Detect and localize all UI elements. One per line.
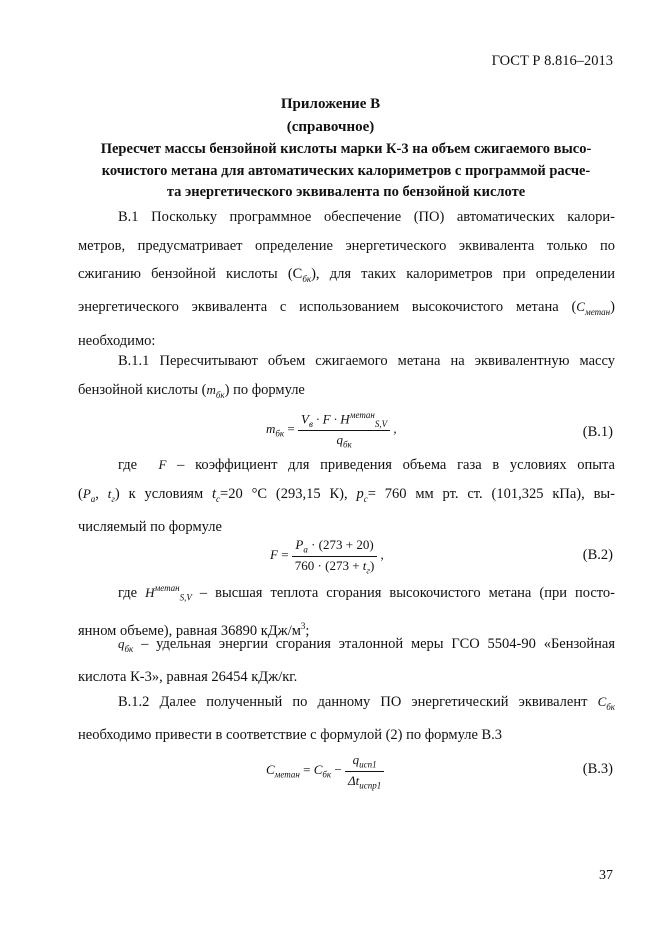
title-line: кочистого метана для автоматических калориметров с программой расче- (101, 162, 591, 179)
text-line: необходимо: (78, 332, 156, 349)
text-line: ($P_а$, $t_г$) к условиям $t_с=20$ °С (293,15 К), $р_с= 760$ мм рт. ст. (101,325 кПа), вы- (78, 485, 616, 504)
formula-b3: $C_{метан} = C_{бк}$ − $\frac{q_{исп1}}{\Delta t_{испр1}}$ (266, 752, 384, 790)
text-line: бензойной кислоты $(m_{бк})$ по формуле (78, 381, 305, 400)
text-line: В.1.1 Пересчитывают объем сжигаемого метана на эквивалентную массу (118, 353, 615, 369)
paragraph-b1 (78, 203, 615, 355)
equation-number: (В.3) (582, 761, 613, 777)
page-number: 37 (599, 868, 613, 883)
text-line: метров, предусматривает определение энергетического эквивалента только по (78, 237, 615, 254)
equation-number: (В.2) (582, 547, 613, 563)
title-line: Пересчет массы бензойной кислоты марки К-3 на объем сжигаемого высо- (100, 141, 592, 157)
text-line: В.1 Поскольку программное обеспечение (ПО) автоматических калори- (118, 209, 615, 225)
definition-F (78, 451, 615, 541)
text-line: числяемый по формуле (78, 518, 222, 535)
appendix-title (78, 139, 614, 204)
fraction: $\frac{P_а \cdot (273 + 20)}{760 \cdot (273 + t_г)}$ (292, 537, 377, 575)
text-line: где F – коэффициент для приведения объема газа в условиях опыта (118, 457, 615, 473)
text-line: сжиганию бензойной кислоты $(С_{бк})$, для таких калориметров при определении (78, 266, 615, 284)
formula-b2: F = $\frac{P_а \cdot (273 + 20)}{760 \cdot (273 + t_г)}$ , (270, 537, 384, 576)
text-line: янном объеме), равная 36890 кДж/$м^3$; (78, 621, 310, 640)
text-line: необходимо привести в соответствие с формулой (2) по формуле В.3 (78, 727, 503, 744)
fraction: $\frac{q_{исп1}}{\Delta t_{испр1}}$ (345, 752, 384, 790)
appendix-type: (справочное) (286, 119, 375, 135)
text-line: где $H^{метан}_{S,V}$ – высшая теплота сгорания высокочистого метана (при посто- (118, 583, 616, 603)
formula-b1: $m_{бк}$ = $\frac{V_в \cdot F \cdot H^{метан}_{S,V}}{q_{бк}}$ , (266, 410, 397, 450)
standard-designation: ГОСТ Р 8.816–2013 (491, 53, 613, 69)
appendix-label: Приложение В (280, 96, 381, 112)
title-line: та энергетического эквивалента по бензойной кислоте (166, 184, 526, 200)
text-line: В.1.2 Далее полученный по данному ПО энергетический эквивалент $C_{бк}$ (118, 694, 615, 712)
text-line: $q_{бк}$ – удельная энергии сгорания эталонной меры ГСО 5504-90 «Бензойная (118, 636, 615, 654)
equation-number: (В.1) (582, 424, 613, 440)
paragraph-b12 (78, 688, 615, 750)
definition-q (78, 630, 615, 692)
fraction: $\frac{V_в \cdot F \cdot H^{метан}_{S,V}}{q_{бк}}$ (298, 410, 390, 450)
text-line: кислота К-3», равная 26454 кДж/кг. (78, 669, 298, 686)
paragraph-b11 (78, 347, 615, 409)
text-line: энергетического эквивалента с использованием высокочистого метана $(C_{метан})$ (78, 299, 615, 318)
